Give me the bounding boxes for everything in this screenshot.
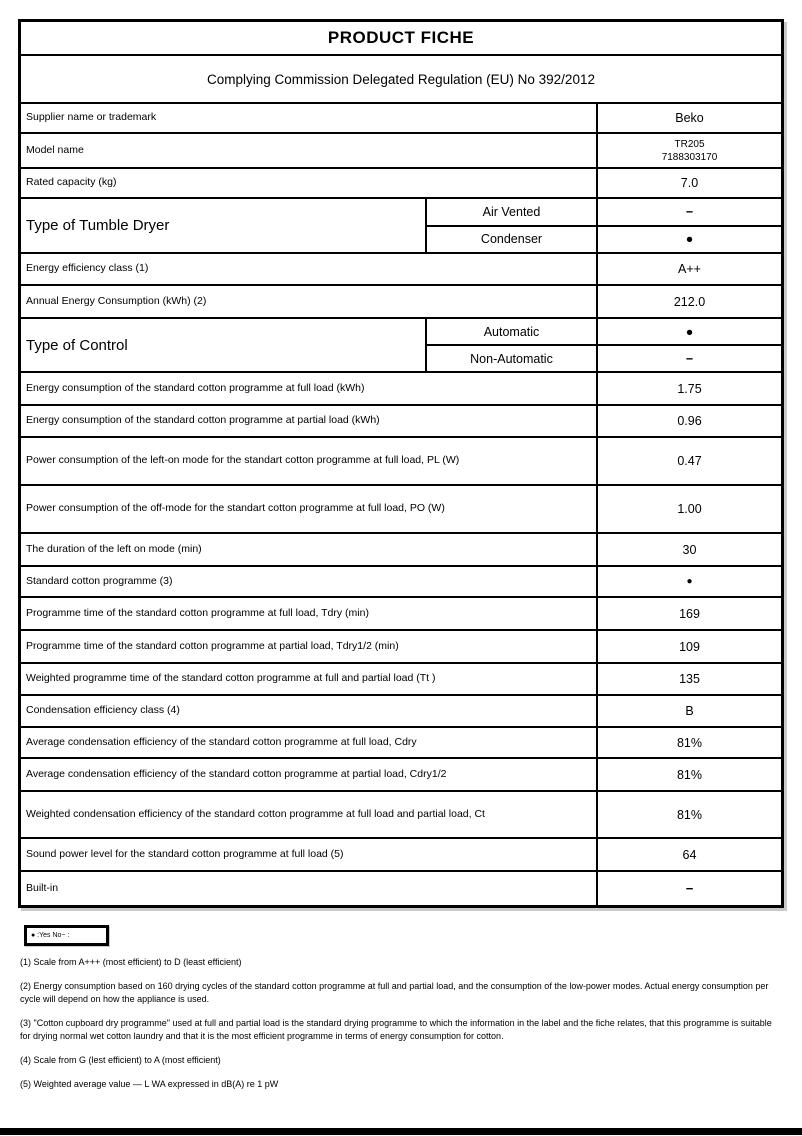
row-label: Power consumption of the off-mode for the standart cotton programme at full load, PO (W) <box>26 502 445 515</box>
row-label: Energy consumption of the standard cotton programme at partial load (kWh) <box>26 414 380 427</box>
footnote: (4) Scale from G (lest efficient) to A (most efficient) <box>20 1055 221 1066</box>
row-label: Weighted programme time of the standard cotton programme at full and partial load (Tt ) <box>26 672 436 685</box>
table-row <box>21 792 781 839</box>
row-value: 30 <box>596 534 781 565</box>
table-row <box>21 104 781 134</box>
row-value: 1.00 <box>596 486 781 532</box>
product-fiche-table <box>18 19 784 908</box>
row-value: ● <box>596 567 781 596</box>
fiche-title: PRODUCT FICHE <box>21 22 781 56</box>
fiche-subtitle: Complying Commission Delegated Regulation (EU) No 392/2012 <box>21 56 781 104</box>
sub-row-label: Automatic <box>425 319 596 344</box>
row-label: Energy consumption of the standard cotton programme at full load (kWh) <box>26 381 365 394</box>
row-label: Power consumption of the left-on mode for the standart cotton programme at full load, PL (W) <box>26 454 460 467</box>
table-row <box>21 534 781 567</box>
table-row <box>21 631 781 664</box>
row-group-label: Type of Tumble Dryer <box>26 217 170 234</box>
footnote: (3) "Cotton cupboard dry programme" used at full and partial load is the standard drying programme to which the information in the label and the fiche relates, that this programme is suitable for drying normal wet cotton laundry and that it is the most efficient programme in terms of energy consumption for cotton. <box>20 1018 772 1042</box>
row-value: − <box>596 872 781 905</box>
table-row <box>21 664 781 696</box>
sub-row-label: Air Vented <box>425 199 596 225</box>
row-value: 109 <box>596 631 781 662</box>
row-sub-table <box>425 199 781 252</box>
row-label: Programme time of the standard cotton programme at partial load, Tdry1/2 (min) <box>26 639 399 652</box>
row-label: Average condensation efficiency of the standard cotton programme at partial load, Cdry1/2 <box>26 767 447 780</box>
table-row <box>21 839 781 872</box>
legend-text: ● :Yes No− : <box>31 932 70 939</box>
sub-row-value: ● <box>596 319 781 344</box>
footnote: (5) Weighted average value — L WA expressed in dB(A) re 1 pW <box>20 1079 279 1090</box>
row-value: 135 <box>596 664 781 694</box>
row-value: 64 <box>596 839 781 870</box>
table-row <box>21 696 781 728</box>
row-label: Programme time of the standard cotton programme at full load, Tdry (min) <box>26 606 369 619</box>
table-row <box>21 486 781 534</box>
row-value: 81% <box>596 792 781 837</box>
table-row <box>21 406 781 438</box>
table-row <box>21 759 781 792</box>
row-value <box>596 134 781 167</box>
row-value: A++ <box>596 254 781 284</box>
sub-row <box>425 227 781 253</box>
sub-row-label: Non-Automatic <box>425 346 596 371</box>
row-value-line: 7188303170 <box>661 151 718 163</box>
row-label: Average condensation efficiency of the standard cotton programme at full load, Cdry <box>26 735 417 748</box>
row-label: Supplier name or trademark <box>26 111 157 124</box>
row-label: Energy efficiency class (1) <box>26 262 149 275</box>
row-group-label: Type of Control <box>26 336 128 354</box>
legend-box <box>24 925 109 946</box>
footnotes <box>20 956 784 1102</box>
row-label: The duration of the left on mode (min) <box>26 542 202 555</box>
table-row <box>21 567 781 598</box>
table-row <box>21 254 781 286</box>
footnote: (1) Scale from A+++ (most efficient) to D (least efficient) <box>20 957 242 967</box>
row-label: Condensation efficiency class (4) <box>26 704 180 717</box>
footnote: (2) Energy consumption based on 160 drying cycles of the standard cotton programme at full and partial load, and the consumption of the low-power modes. Actual energy consumption per cycle will depend on how the appliance is used. <box>20 981 769 1005</box>
row-value: 169 <box>596 598 781 629</box>
row-label: Model name <box>26 143 84 156</box>
row-label: Built-in <box>26 881 59 894</box>
table-row <box>21 319 781 373</box>
row-label: Weighted condensation efficiency of the standard cotton programme at full load and partial load, Ct <box>26 807 485 820</box>
row-label: Sound power level for the standard cotton programme at full load (5) <box>26 847 344 860</box>
table-row <box>21 169 781 199</box>
row-label: Annual Energy Consumption (kWh) (2) <box>26 294 207 307</box>
row-value: 1.75 <box>596 373 781 404</box>
row-sub-table <box>425 319 781 371</box>
scan-edge-bar <box>0 1128 802 1135</box>
row-value: Beko <box>596 104 781 132</box>
table-row <box>21 286 781 319</box>
row-value-line: TR205 <box>674 138 705 150</box>
sub-row <box>425 319 781 346</box>
row-value: 7.0 <box>596 169 781 197</box>
sub-row <box>425 199 781 227</box>
row-value: B <box>596 696 781 726</box>
sub-row-label: Condenser <box>425 227 596 253</box>
row-value: 0.96 <box>596 406 781 436</box>
table-row <box>21 598 781 631</box>
row-value: 212.0 <box>596 286 781 317</box>
row-value: 81% <box>596 728 781 757</box>
row-value: 0.47 <box>596 438 781 484</box>
row-label: Rated capacity (kg) <box>26 176 117 189</box>
sub-row-value: ● <box>596 227 781 253</box>
sub-row-value: − <box>596 199 781 225</box>
sub-row-value: − <box>596 346 781 371</box>
table-row <box>21 728 781 759</box>
table-row <box>21 134 781 169</box>
table-row <box>21 872 781 905</box>
table-row <box>21 373 781 406</box>
table-row <box>21 199 781 254</box>
table-row <box>21 438 781 486</box>
sub-row <box>425 346 781 371</box>
row-label: Standard cotton programme (3) <box>26 574 173 587</box>
row-value: 81% <box>596 759 781 790</box>
fiche-rows <box>21 104 781 905</box>
